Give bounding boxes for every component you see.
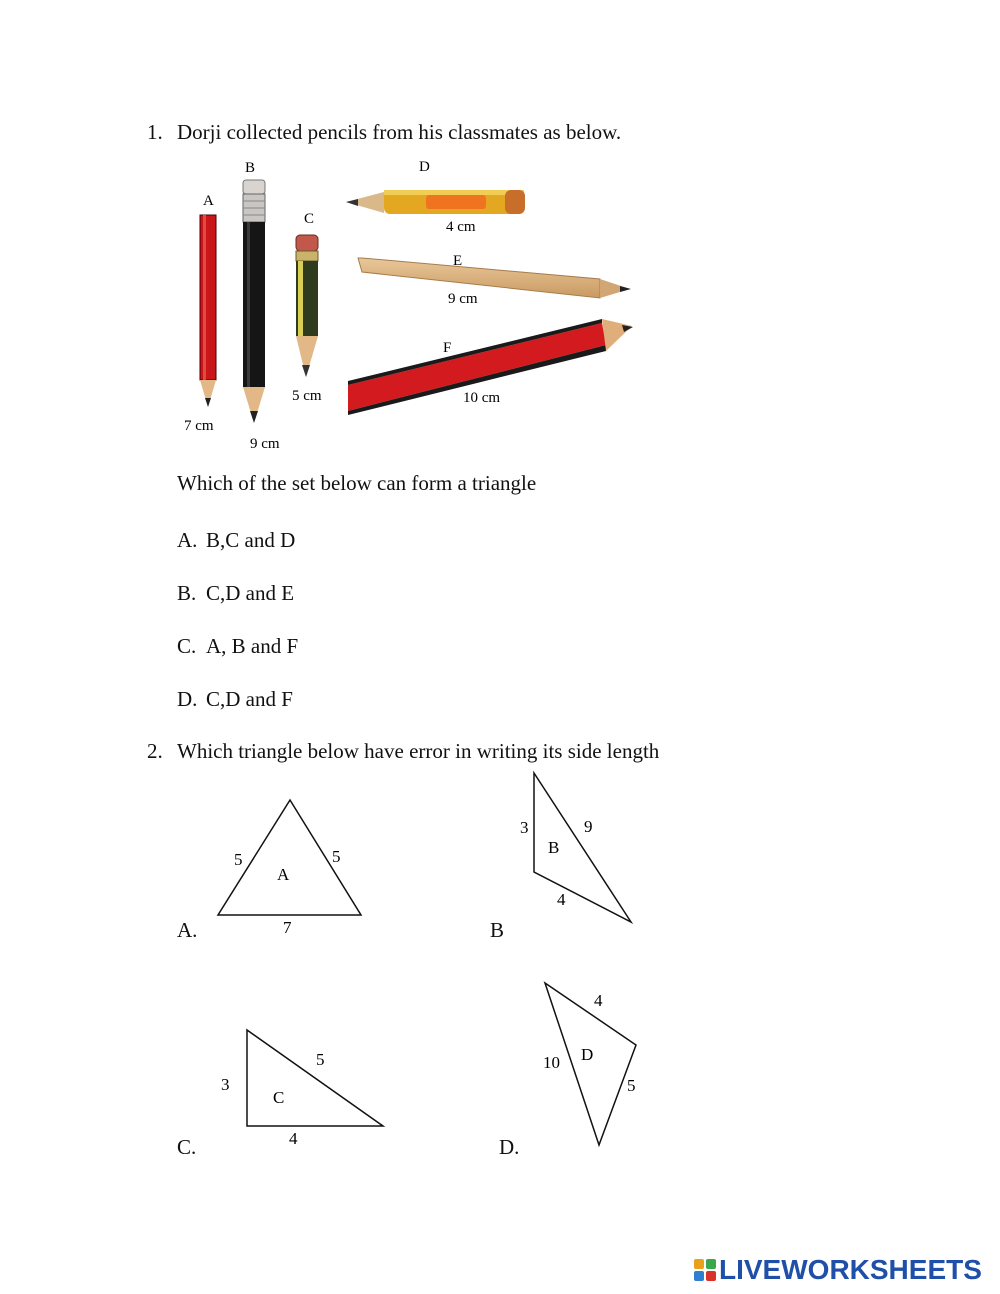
pencil-a-label: A [203, 193, 214, 209]
pencil-f [348, 319, 633, 415]
q1-option-a-letter: A. [177, 528, 198, 552]
triangle-c-side-right: 5 [316, 1050, 325, 1069]
pencil-b-label: B [245, 160, 256, 176]
liveworksheets-logo[interactable] [694, 1255, 982, 1285]
pencil-e-length: 9 cm [448, 291, 478, 307]
pencil-d-label: D [419, 159, 430, 175]
pencil-a-length: 7 cm [184, 418, 214, 434]
question-1-text: Dorji collected pencils from his classmates as below. [177, 120, 622, 144]
q1-option-b-text: C,D and E [206, 581, 295, 605]
q2-option-c-label[interactable]: C. [177, 1135, 197, 1159]
q1-option-b[interactable] [177, 580, 294, 606]
pencil-b-length: 9 cm [250, 436, 280, 452]
triangle-a [200, 790, 380, 940]
q1-option-d-text: C,D and F [206, 687, 293, 711]
pencil-b [243, 160, 280, 452]
q1-option-d[interactable] [177, 686, 293, 712]
triangle-a-side-right: 5 [332, 847, 341, 866]
question-2-number: 2. [147, 739, 163, 763]
triangle-d-side-top: 4 [594, 991, 603, 1010]
q1-option-c[interactable] [177, 633, 298, 659]
triangle-a-side-left: 5 [234, 850, 243, 869]
triangle-c-name: C [273, 1088, 285, 1107]
pencil-e [358, 253, 631, 307]
pencil-f-label: F [443, 340, 452, 356]
q1-option-c-text: A, B and F [206, 634, 299, 658]
pencil-c [292, 211, 322, 404]
triangle-b [510, 765, 650, 935]
pencils-illustration [170, 155, 640, 455]
question-2-text: Which triangle below have error in writing its side length [177, 739, 660, 763]
question-1-prompt: Which of the set below can form a triangle [177, 471, 537, 495]
pencil-d-length: 4 cm [446, 219, 476, 235]
pencil-c-length: 5 cm [292, 388, 322, 404]
question-1-number: 1. [147, 120, 163, 144]
triangle-b-name: B [548, 838, 560, 857]
triangle-b-side-bottom: 4 [557, 890, 566, 909]
triangle-c [210, 1020, 400, 1155]
triangle-d [530, 975, 660, 1155]
pencil-a [184, 193, 216, 434]
triangle-a-name: A [277, 865, 290, 884]
q1-option-d-letter: D. [177, 687, 198, 711]
triangle-b-side-left: 3 [520, 818, 529, 837]
triangle-c-side-bottom: 4 [289, 1129, 298, 1148]
q2-option-d-label[interactable]: D. [499, 1135, 520, 1159]
triangle-b-side-right: 9 [584, 817, 593, 836]
liveworksheets-icon [694, 1259, 716, 1281]
q1-option-c-letter: C. [177, 634, 197, 658]
triangle-d-side-left: 10 [543, 1053, 560, 1072]
liveworksheets-logo-text: LIVEWORKSHEETS [719, 1254, 982, 1285]
pencil-e-label: E [453, 253, 463, 269]
triangle-c-side-left: 3 [221, 1075, 230, 1094]
triangle-d-side-right: 5 [627, 1076, 636, 1095]
q1-option-a-text: B,C and D [206, 528, 296, 552]
triangle-d-name: D [581, 1045, 594, 1064]
q1-option-b-letter: B. [177, 581, 197, 605]
triangle-a-side-bottom: 7 [283, 918, 292, 937]
q2-option-a-label[interactable]: A. [177, 918, 198, 942]
pencil-c-label: C [304, 211, 315, 227]
pencil-d [346, 159, 525, 235]
q2-option-b-label[interactable]: B [490, 918, 505, 942]
pencil-f-length: 10 cm [463, 390, 501, 406]
q1-option-a[interactable] [177, 527, 295, 553]
